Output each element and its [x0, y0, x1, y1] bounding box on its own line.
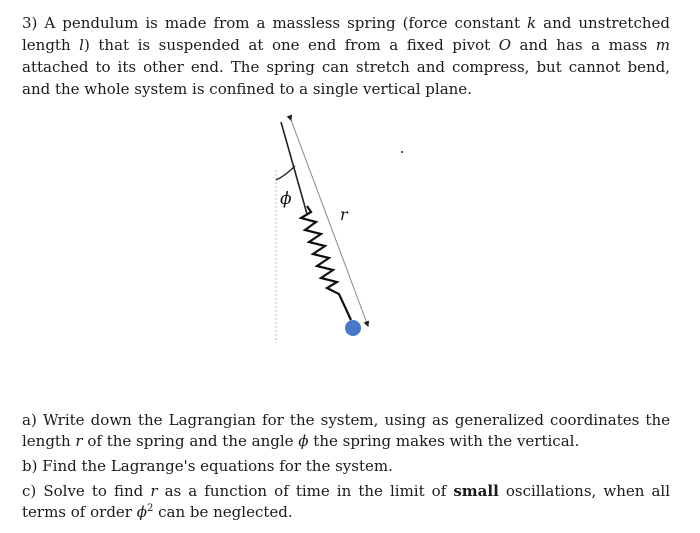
- question-label: a): [22, 411, 37, 429]
- text-run: and has a mass: [511, 36, 656, 54]
- question-list: [22, 410, 670, 527]
- question-label: b): [22, 457, 38, 475]
- spring-pendulum-figure: [255, 108, 425, 348]
- question-text: [22, 482, 670, 521]
- text-run: Write down the Lagrangian for the system, using as generalized coordinates the length: [22, 411, 670, 450]
- stray-dot: [401, 151, 403, 153]
- text-run: can be neglected.: [153, 503, 293, 521]
- length-r-label: r: [340, 205, 348, 224]
- question-label: c): [22, 482, 37, 500]
- text-run: as a function of time in the limit of: [157, 482, 454, 500]
- question-b: [22, 456, 670, 477]
- text-run: Find the Lagrange's equations for the system.: [42, 457, 393, 475]
- question-c: [22, 481, 670, 523]
- problem-statement: [22, 12, 670, 100]
- text-run: of the spring and the angle: [82, 432, 299, 450]
- text-run: ) that is suspended at one end from a fixed pivot: [83, 36, 499, 54]
- question-text: [22, 411, 670, 450]
- math-symbol: r: [75, 432, 83, 450]
- problem-intro-text: [22, 14, 670, 98]
- mass-bob: [345, 320, 361, 336]
- math-symbol: k: [527, 14, 537, 32]
- problem-number: 3): [22, 14, 38, 32]
- text-run: attached to its other end. The spring can stretch and compress, but cannot bend, and the whole system is confined to a single vertical plane.: [22, 58, 670, 98]
- text-run: oscillations, when all terms of order: [22, 482, 671, 521]
- angle-arc: [276, 166, 295, 180]
- length-r-arrow: [291, 120, 368, 326]
- bold-text: small: [453, 482, 499, 500]
- angle-phi-label: ϕ: [280, 189, 292, 209]
- question-text: [42, 457, 393, 475]
- math-symbol: ϕ: [136, 503, 147, 521]
- math-symbol: r: [150, 482, 158, 500]
- math-symbol: ϕ: [298, 432, 309, 450]
- text-run: and unstretched length: [22, 14, 670, 54]
- math-symbol: O: [498, 36, 512, 54]
- text-run: Solve to find: [43, 482, 151, 500]
- math-symbol: l: [79, 36, 84, 54]
- math-symbol: m: [655, 36, 670, 54]
- text-run: the spring makes with the vertical.: [308, 432, 580, 450]
- pendulum-diagram: [255, 108, 425, 348]
- question-a: [22, 410, 670, 452]
- superscript: 2: [146, 503, 154, 514]
- text-run: A pendulum is made from a massless spring (force constant: [44, 14, 528, 32]
